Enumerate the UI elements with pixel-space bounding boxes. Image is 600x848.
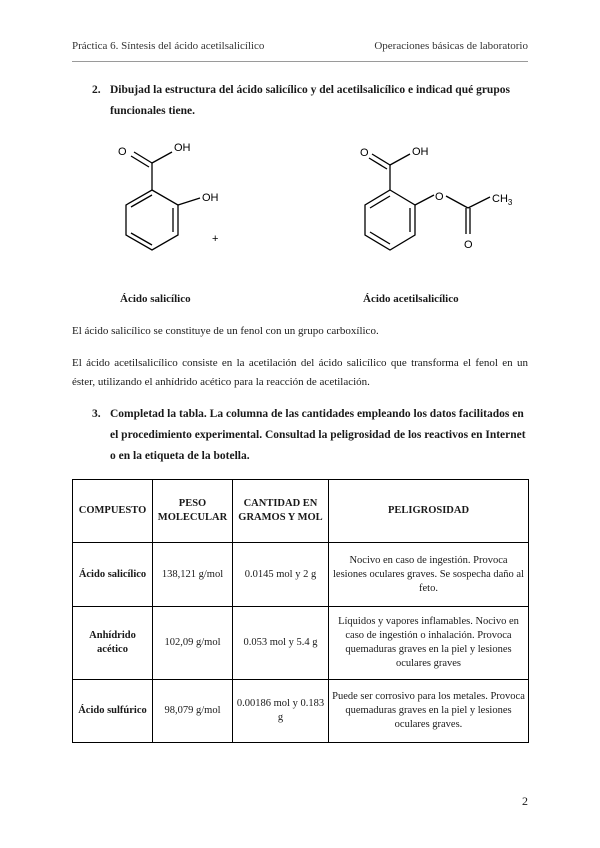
benzene-ring (126, 190, 178, 250)
acetyl-o-label: O (360, 147, 369, 159)
cell-amount: 0.053 mol y 5.4 g (233, 607, 329, 680)
cell-hazard: Puede ser corrosivo para los metales. Provoca quemaduras graves en la piel y lesiones oculares graves. (329, 680, 529, 743)
question-2-number: 2. (92, 84, 101, 96)
header-right: Operaciones básicas de laboratorio (374, 40, 528, 52)
header-left: Práctica 6. Síntesis del ácido acetilsalicílico (72, 40, 265, 52)
header-rule (72, 61, 528, 62)
salicylic-oh-ring-label: OH (202, 192, 219, 204)
caption-salicylic: Ácido salicílico (120, 293, 191, 305)
cell-weight: 98,079 g/mol (153, 680, 233, 743)
paragraph-1: El ácido salicílico se constituye de un fenol con un grupo carboxílico. (72, 325, 379, 337)
header-hazard: PELIGROSIDAD (329, 480, 529, 543)
compounds-table (72, 479, 529, 743)
caption-acetylsalicylic: Ácido acetilsalicílico (363, 293, 459, 305)
salicylic-o-label: O (118, 146, 127, 158)
acetylsalicylic-acid-structure (340, 140, 530, 280)
table-header-row (73, 480, 529, 543)
header-compound: COMPUESTO (73, 480, 153, 543)
table-row (73, 607, 529, 680)
cell-amount: 0.00186 mol y 0.183 g (233, 680, 329, 743)
plus-label: + (212, 233, 219, 245)
question-3-number: 3. (92, 408, 101, 420)
acetyl-ester-o-label: O (435, 191, 444, 203)
cell-weight: 138,121 g/mol (153, 543, 233, 607)
methyl-label: $CH_3$ (492, 193, 513, 207)
cell-compound: Ácido salicílico (73, 543, 153, 607)
cell-hazard: Líquidos y vapores inflamables. Nocivo en caso de ingestión o inhalación. Provoca quemaduras graves en la piel y lesiones oculares graves (329, 607, 529, 680)
table-row (73, 680, 529, 743)
acetyl-carbonyl-o-label: O (464, 239, 473, 251)
cell-compound: Anhídrido acético (73, 607, 153, 680)
cell-hazard: Nocivo en caso de ingestión. Provoca lesiones oculares graves. Se sospecha daño al feto. (329, 543, 529, 607)
benzene-ring-2 (365, 190, 415, 250)
question-3-text: Completad la tabla. La columna de las cantidades empleando los datos facilitados en el procedimiento experimental. Consultad la peligrosidad de los reactivos en Internet o en la etiqueta de la botella. (110, 408, 526, 462)
cell-compound: Ácido sulfúrico (73, 680, 153, 743)
cell-amount: 0.0145 mol y 2 g (233, 543, 329, 607)
question-3 (92, 404, 532, 467)
header-amount: CANTIDAD EN GRAMOS Y MOL (233, 480, 329, 543)
salicylic-oh-label: OH (174, 142, 191, 154)
table-row (73, 543, 529, 607)
page-number: 2 (522, 794, 528, 808)
salicylic-acid-structure (100, 135, 240, 275)
cell-weight: 102,09 g/mol (153, 607, 233, 680)
question-2-text: Dibujad la estructura del ácido salicílico y del acetilsalicílico e indicad qué grupos funcionales tiene. (110, 84, 510, 117)
header-weight: PESO MOLECULAR (153, 480, 233, 543)
question-2 (92, 80, 532, 122)
acetyl-oh-label: OH (412, 146, 429, 158)
plus-sign (208, 228, 228, 248)
paragraph-2: El ácido acetilsalicílico consiste en la acetilación del ácido salicílico que transforma el fenol en un éster, utilizando el anhídrido acético para la reacción de acetilación. (72, 357, 528, 388)
